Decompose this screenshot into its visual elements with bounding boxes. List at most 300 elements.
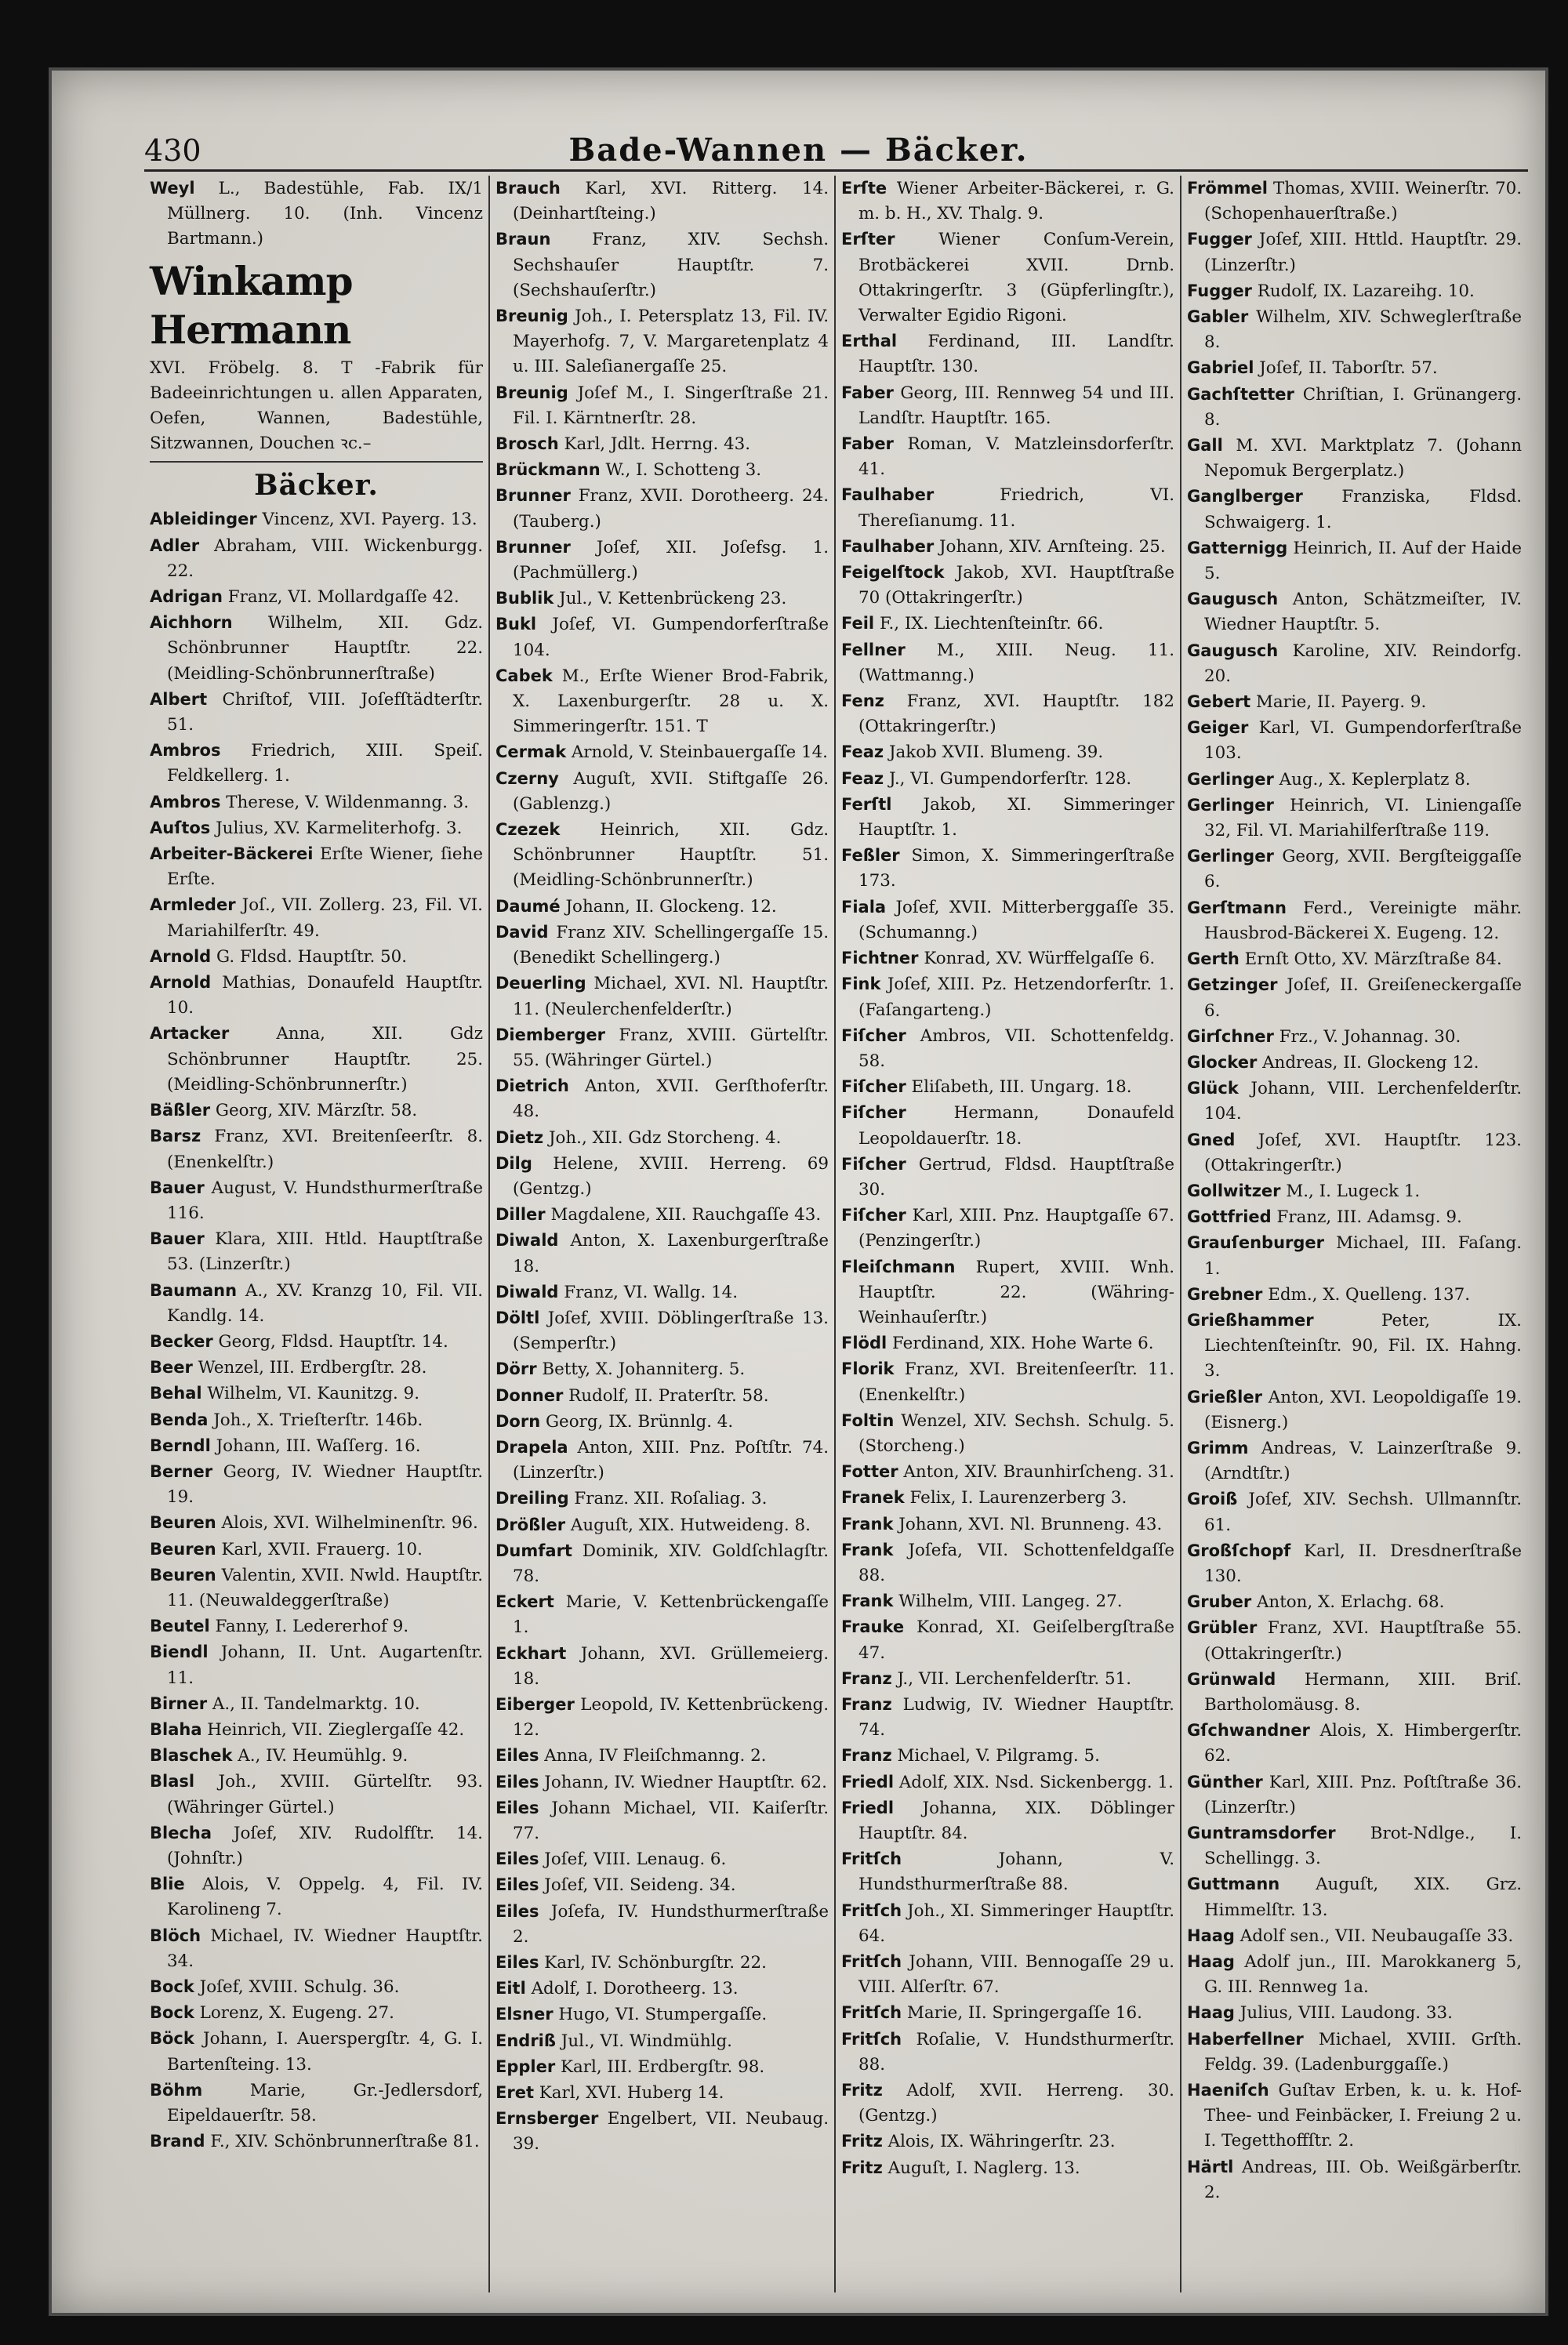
entry-name: Elsner xyxy=(495,2005,554,2024)
entry-name: Franz xyxy=(841,1746,892,1766)
entry-name: Blie xyxy=(150,1875,185,1894)
entry-name: Florik xyxy=(841,1359,895,1379)
directory-entry: Adrigan Franz, VI. Mollardgaſſe 42. xyxy=(150,587,459,608)
directory-entry: Breunig Joſef M., I. Singerſtraße 21. Fil. I. Kärntnerſtr. 28. xyxy=(495,383,829,428)
directory-entry: Gned Joſef, XVI. Hauptſtr. 123. (Ottakringerſtr.) xyxy=(1187,1130,1522,1175)
entry-name: Diemberger xyxy=(495,1025,606,1044)
entry-name: Frank xyxy=(841,1592,894,1611)
entry-name: Fiſcher xyxy=(841,1103,906,1123)
directory-entry: Elsner Hugo, VI. Stumpergaſſe. xyxy=(495,2005,768,2025)
directory-entry: Albert Chriſtof, VIII. Joſefſtädterſtr. 51. xyxy=(150,689,483,735)
entry-name: Eiles xyxy=(495,1850,539,1869)
directory-column-4 xyxy=(1181,176,1527,2292)
directory-entry: Fiala Joſef, XVII. Mitterberggaſſe 35. (Schumanng.) xyxy=(841,897,1174,942)
directory-entry: Faber Roman, V. Matzleinsdorferſtr. 41. xyxy=(841,434,1174,480)
directory-entry: Fiſcher Ambros, VII. Schottenfeldg. 58. xyxy=(841,1025,1174,1071)
entry-name: Eiles xyxy=(495,1772,539,1791)
directory-entry: Feigelſtock Jakob, XVI. Hauptſtraße 70 (Ottakringerſtr.) xyxy=(841,563,1174,608)
directory-entry: Gerlinger Aug., X. Keplerplatz 8. xyxy=(1187,769,1471,790)
directory-entry: Eiles Joſef, VIII. Lenaug. 6. xyxy=(495,1850,727,1870)
directory-entry: Cermak Arnold, V. Steinbauergaſſe 14. xyxy=(495,742,828,763)
entry-name: Fritz xyxy=(841,2081,883,2100)
entry-name: Weyl xyxy=(150,179,195,198)
entry-name: Grießler xyxy=(1187,1387,1262,1407)
directory-entry: Biendl Johann, II. Unt. Augartenſtr. 11. xyxy=(150,1643,483,1688)
entry-name: Bauer xyxy=(150,1178,205,1197)
directory-entry: Franz Michael, V. Pilgramg. 5. xyxy=(841,1746,1100,1766)
entry-name: Fenz xyxy=(841,692,884,711)
entry-name: Haag xyxy=(1187,2003,1235,2023)
entry-name: Cermak xyxy=(495,742,567,762)
column-entries xyxy=(841,176,1174,2181)
directory-entry: Arbeiter-Bäckerei Erſte Wiener, ſiehe Erſte. xyxy=(150,844,483,890)
entry-name: Becker xyxy=(150,1331,213,1351)
entry-name: Grünwald xyxy=(1187,1669,1276,1689)
entry-name: Haberfellner xyxy=(1187,2029,1304,2049)
entry-name: Härtl xyxy=(1187,2157,1234,2176)
directory-entry: Glück Johann, VIII. Lerchenfelderſtr. 104. xyxy=(1187,1079,1522,1124)
directory-entry: Gruber Anton, X. Erlachg. 68. xyxy=(1187,1592,1445,1613)
directory-entry: Guttmann Auguſt, XIX. Grz. Himmelſtr. 13. xyxy=(1187,1875,1522,1920)
directory-entry: Gerth Ernſt Otto, XV. Märzſtraße 84. xyxy=(1187,949,1502,970)
entry-name: Eckert xyxy=(495,1592,554,1612)
directory-entry: Auſtos Julius, XV. Karmeliterhofg. 3. xyxy=(150,818,463,838)
directory-entry: Haberfellner Michael, XVIII. Grſth. Feldg. 39. (Ladenburggaſſe.) xyxy=(1187,2029,1522,2075)
entry-name: Bock xyxy=(150,2003,194,2023)
entry-name: Ambros xyxy=(150,792,221,811)
entry-name: Barsz xyxy=(150,1127,201,1146)
entry-name: Drößler xyxy=(495,1515,566,1534)
directory-entry: Czezek Heinrich, XII. Gdz. Schönbrunner Hauptſtr. 51. (Meidling-Schönbrunnerſtr.) xyxy=(495,820,829,891)
entry-name: Frauke xyxy=(841,1617,905,1637)
entry-name: Böhm xyxy=(150,2080,203,2100)
entry-name: Franek xyxy=(841,1488,905,1508)
directory-entry: Bukl Joſef, VI. Gumpendorferſtraße 104. xyxy=(495,615,829,660)
entry-name: Gruber xyxy=(1187,1592,1252,1612)
directory-entry: Beer Wenzel, III. Erdbergſtr. 28. xyxy=(150,1358,427,1378)
entry-name: Beuren xyxy=(150,1565,216,1585)
directory-entry: Beuren Karl, XVII. Frauerg. 10. xyxy=(150,1539,423,1559)
entry-name: Berner xyxy=(150,1461,213,1481)
entry-name: Eiles xyxy=(495,1901,539,1921)
entry-name: Fritſch xyxy=(841,2003,902,2023)
directory-entry: Breunig Joh., I. Petersplatz 13, Fil. IV. Mayerhofg. 7, V. Margaretenplatz 4 u. III. Saleſianergaſſe 25. xyxy=(495,307,829,377)
entry-name: Braun xyxy=(495,230,551,249)
directory-entry: Gerſtmann Ferd., Vereinigte mähr. Hausbrod-Bäckerei X. Eugeng. 12. xyxy=(1187,898,1522,943)
directory-entry: Blaschek A., IV. Heumühlg. 9. xyxy=(150,1746,408,1766)
directory-entry: Eitl Adolf, I. Dorotheerg. 13. xyxy=(495,1979,739,1999)
directory-entry: Fiſcher Eliſabeth, III. Ungarg. 18. xyxy=(841,1077,1132,1098)
directory-entry: Berndl Johann, III. Waſſerg. 16. xyxy=(150,1436,421,1456)
directory-entry: Artacker Anna, XII. Gdz Schönbrunner Hauptſtr. 25. (Meidling-Schönbrunnerſtr.) xyxy=(150,1024,483,1094)
directory-entry: Faulhaber Johann, XIV. Arnſteing. 25. xyxy=(841,536,1166,557)
entry-name: Bublik xyxy=(495,589,554,608)
entry-name: Grübler xyxy=(1187,1618,1258,1638)
directory-entry: Friedl Johanna, XIX. Döblinger Hauptſtr. 84. xyxy=(841,1798,1174,1843)
advertisement-rule xyxy=(150,461,483,463)
entry-name: Gerth xyxy=(1187,949,1240,969)
entry-name: Haag xyxy=(1187,1952,1235,1972)
directory-entry: Frank Johann, XVI. Nl. Brunneng. 43. xyxy=(841,1514,1163,1534)
entry-name: Gabler xyxy=(1187,307,1249,327)
entry-name: Gerlinger xyxy=(1187,795,1274,815)
directory-entry: Beuren Alois, XVI. Wilhelminenſtr. 96. xyxy=(150,1513,478,1534)
directory-column-2 xyxy=(490,176,836,2292)
directory-entry: Dreiling Franz. XII. Roſaliag. 3. xyxy=(495,1489,768,1509)
directory-entry: Eret Karl, XVI. Huberg 14. xyxy=(495,2083,724,2104)
entry-name: Fichtner xyxy=(841,949,919,968)
entry-name: Flödl xyxy=(841,1334,887,1353)
directory-entry: Flödl Ferdinand, XIX. Hohe Warte 6. xyxy=(841,1334,1154,1354)
directory-entry: Ganglberger Franziska, Fldsd. Schwaigerg. 1. xyxy=(1187,487,1522,532)
entry-name: Haag xyxy=(1187,1926,1235,1945)
entry-name: Adrigan xyxy=(150,587,223,607)
directory-entry: Gebert Marie, II. Payerg. 9. xyxy=(1187,692,1427,713)
directory-entry: Bäßler Georg, XIV. Märzſtr. 58. xyxy=(150,1101,418,1121)
directory-entry: Dorn Georg, IX. Brünnlg. 4. xyxy=(495,1411,734,1432)
page-number: 430 xyxy=(144,133,201,168)
entry-name: Diwald xyxy=(495,1282,559,1301)
section-heading: Bäcker. xyxy=(254,469,379,503)
directory-entry: Fink Joſef, XIII. Pz. Hetzendorferſtr. 1. (Faſangarteng.) xyxy=(841,975,1174,1020)
entry-name: Fink xyxy=(841,975,881,994)
entry-name: Eret xyxy=(495,2083,534,2103)
entry-name: Frank xyxy=(841,1540,894,1559)
directory-entry: Günther Karl, XIII. Pnz. Poſtſtraße 36. (Linzerſtr.) xyxy=(1187,1772,1522,1817)
entry-name: Erſter xyxy=(841,230,895,249)
entry-name: Gerſtmann xyxy=(1187,898,1287,917)
entry-name: Gebert xyxy=(1187,692,1251,712)
directory-entry: Florik Franz, XVI. Breitenſeerſtr. 11. (Enenkelſtr.) xyxy=(841,1359,1174,1405)
entry-name: Brunner xyxy=(495,537,571,557)
directory-entry: Aichhorn Wilhelm, XII. Gdz. Schönbrunner Hauptſtr. 22. (Meidling-Schönbrunnerſtraße) xyxy=(150,613,483,684)
directory-entry: Grießler Anton, XVI. Leopoldigaſſe 19. (Eisnerg.) xyxy=(1187,1387,1522,1432)
entry-name: Dietz xyxy=(495,1127,544,1147)
directory-entry: Becker Georg, Fldsd. Hauptſtr. 14. xyxy=(150,1331,448,1352)
directory-entry: Erſte Wiener Arbeiter-Bäckerei, r. G. m. b. H., XV. Thalg. 9. xyxy=(841,179,1174,224)
entry-name: Haeniſch xyxy=(1187,2081,1269,2100)
directory-entry: Gaugusch Karoline, XIV. Reindorfg. 20. xyxy=(1187,641,1522,686)
directory-entry: Franz Ludwig, IV. Wiedner Hauptſtr. 74. xyxy=(841,1694,1174,1741)
directory-columns xyxy=(144,176,1528,2292)
directory-entry: Frank Joſefa, VII. Schottenfeldgaſſe 88. xyxy=(841,1540,1174,1585)
directory-entry: Deuerling Michael, XVI. Nl. Hauptſtr. 11. (Neulerchenfelderſtr.) xyxy=(495,974,829,1019)
entry-name: Blaha xyxy=(150,1719,202,1739)
directory-entry: Bublik Jul., V. Kettenbrückeng 23. xyxy=(495,589,787,609)
entry-name: Blecha xyxy=(150,1823,212,1842)
entry-name: Gatternigg xyxy=(1187,538,1288,557)
directory-entry: Gabriel Joſef, II. Taborſtr. 57. xyxy=(1187,358,1438,379)
entry-name: Albert xyxy=(150,689,208,709)
directory-entry: Gaugusch Anton, Schätzmeiſter, IV. Wiedner Hauptſtr. 5. xyxy=(1187,590,1522,635)
entry-name: Fugger xyxy=(1187,230,1252,249)
entry-name: Gall xyxy=(1187,436,1223,456)
entry-name: Fritſch xyxy=(841,1900,902,1920)
directory-entry: Fiſcher Hermann, Donaufeld Leopoldauerſtr. 18. xyxy=(841,1103,1174,1149)
running-title: Bade-Wannen — Bäcker. xyxy=(568,132,1029,169)
entry-name: Feigelſtock xyxy=(841,563,945,583)
entry-name: Eiles xyxy=(495,1798,539,1817)
entry-name: Adler xyxy=(150,535,200,555)
directory-column-1 xyxy=(144,176,490,2292)
directory-entry: Frank Wilhelm, VIII. Langeg. 27. xyxy=(841,1592,1123,1612)
directory-entry: Feaz J., VI. Gumpendorferſtr. 128. xyxy=(841,768,1132,789)
directory-entry: Blecha Joſef, XIV. Rudolfſtr. 14. (Johnſtr.) xyxy=(150,1823,483,1868)
entry-name: Ganglberger xyxy=(1187,487,1303,506)
directory-entry: Dörr Betty, X. Johanniterg. 5. xyxy=(495,1359,746,1380)
advertisement-text: XVI. Fröbelg. 8. T -Fabrik für Badeeinrichtungen u. allen Apparaten, Oefen, Wannen, Badestühle, Sitzwannen, Douchen ꝛc.– xyxy=(150,358,483,454)
directory-entry: Donner Rudolf, II. Praterſtr. 58. xyxy=(495,1385,769,1406)
entry-name: Beutel xyxy=(150,1617,210,1636)
directory-entry: Geiger Karl, VI. Gumpendorferſtraße 103. xyxy=(1187,718,1522,764)
directory-entry: Feaz Jakob XVII. Blumeng. 39. xyxy=(841,742,1104,763)
entry-name: Guntramsdorfer xyxy=(1187,1824,1336,1842)
entry-name: Arnold xyxy=(150,973,212,993)
entry-name: Dreiling xyxy=(495,1489,569,1508)
directory-entry: Girſchner Frz., V. Johannag. 30. xyxy=(1187,1026,1461,1047)
directory-entry: Fritz Alois, IX. Währingerſtr. 23. xyxy=(841,2132,1116,2152)
directory-entry: Dietz Joh., XII. Gdz Storcheng. 4. xyxy=(495,1127,782,1148)
directory-entry: Behal Wilhelm, VI. Kaunitzg. 9. xyxy=(150,1384,420,1404)
directory-entry: Fichtner Konrad, XV. Würffelgaſſe 6. xyxy=(841,949,1156,969)
entry-name: Günther xyxy=(1187,1772,1263,1791)
directory-entry: Arnold G. Fldsd. Hauptſtr. 50. xyxy=(150,946,408,967)
entry-name: Blaschek xyxy=(150,1746,233,1766)
directory-entry: Fritſch Johann, V. Hundsthurmerſtraße 88. xyxy=(841,1850,1174,1895)
entry-name: Grimm xyxy=(1187,1438,1249,1457)
entry-name: Eitl xyxy=(495,1979,526,1998)
entry-name: Feil xyxy=(841,614,875,633)
entry-name: Fritz xyxy=(841,2132,883,2151)
directory-entry: Beutel Fanny, I. Ledererhof 9. xyxy=(150,1617,409,1637)
directory-entry: Fugger Rudolf, IX. Lazareihg. 10. xyxy=(1187,281,1475,301)
entry-name: Groiß xyxy=(1187,1490,1238,1509)
directory-entry: Brunner Franz, XVII. Dorotheerg. 24. (Tauberg.) xyxy=(495,486,829,532)
entry-name: Deuerling xyxy=(495,974,586,993)
entry-name: Behal xyxy=(150,1384,202,1403)
entry-name: Breunig xyxy=(495,307,568,326)
directory-entry: Grauſenburger Michael, III. Faſang. 1. xyxy=(1187,1233,1522,1279)
entry-name: Fiſcher xyxy=(841,1206,906,1225)
directory-entry: Eppler Karl, III. Erdbergſtr. 98. xyxy=(495,2056,765,2077)
directory-entry: David Franz XIV. Schellingergaſſe 15. (Benedikt Schellingerg.) xyxy=(495,922,829,968)
entry-name: Fugger xyxy=(1187,281,1252,300)
directory-entry: Diller Magdalene, XII. Rauchgaſſe 43. xyxy=(495,1205,822,1225)
directory-entry: Böhm Marie, Gr.-Jedlersdorf, Eipeldauerſtr. 58. xyxy=(150,2080,483,2126)
directory-entry: Birner A., II. Tandelmarktg. 10. xyxy=(150,1693,420,1714)
directory-entry: Ableidinger Vincenz, XVI. Payerg. 13. xyxy=(150,510,477,530)
directory-entry: Blasl Joh., XVIII. Gürtelſtr. 93. (Währinger Gürtel.) xyxy=(150,1772,483,1817)
directory-entry: Erſter Wiener Conſum-Verein, Brotbäckerei XVII. Drnb. Ottakringerſtr. 3 (Güpferlingſtr.), Verwalter Egidio Rigoni. xyxy=(841,230,1174,326)
entry-name: Fotter xyxy=(841,1462,898,1482)
entry-name: Dilg xyxy=(495,1153,532,1173)
column-entries xyxy=(1187,176,1522,2205)
directory-entry: Groiß Joſef, XIV. Sechsh. Ullmannſtr. 61. xyxy=(1187,1490,1522,1535)
entry-name: Brückmann xyxy=(495,460,601,480)
directory-column-3 xyxy=(836,176,1181,2292)
entry-name: Gerlinger xyxy=(1187,847,1274,866)
entry-name: Gned xyxy=(1187,1130,1236,1149)
entry-name: Faulhaber xyxy=(841,485,935,505)
entry-name: Feßler xyxy=(841,846,900,866)
entry-name: Blasl xyxy=(150,1772,195,1791)
entry-name: Grebner xyxy=(1187,1284,1263,1304)
directory-entry: Fiſcher Gertrud, Fldsd. Hauptſtraße 30. xyxy=(841,1154,1174,1200)
entry-name: Blöch xyxy=(150,1926,201,1945)
entry-name: Armleder xyxy=(150,895,236,915)
entry-name: Glocker xyxy=(1187,1052,1258,1072)
entry-name: Franz xyxy=(841,1668,892,1688)
entry-name: Gollwitzer xyxy=(1187,1181,1281,1200)
entry-name: Gerlinger xyxy=(1187,769,1274,789)
directory-entry: Drößler Auguſt, XIX. Hutweideng. 8. xyxy=(495,1515,811,1535)
directory-entry: Eiles Karl, IV. Schönburgſtr. 22. xyxy=(495,1953,767,1973)
entry-name: Fiala xyxy=(841,897,887,917)
directory-entry: Dietrich Anton, XVII. Gerſthoferſtr. 48. xyxy=(495,1076,829,1122)
entry-name: Dörr xyxy=(495,1359,537,1379)
directory-entry: Baumann A., XV. Kranzg 10, Fil. VII. Kandlg. 14. xyxy=(150,1280,483,1326)
directory-entry: Czerny Auguſt, XVII. Stiftgaſſe 26. (Gablenzg.) xyxy=(495,768,829,814)
entry-name: Donner xyxy=(495,1385,564,1405)
directory-entry: Fritz Adolf, XVII. Herreng. 30. (Gentzg.) xyxy=(841,2081,1174,2126)
directory-entry: Großſchopf Karl, II. Dresdnerſtraße 130. xyxy=(1187,1541,1522,1586)
entry-name: Bock xyxy=(150,1977,194,1996)
directory-entry: Gatternigg Heinrich, II. Auf der Haide 5. xyxy=(1187,538,1522,584)
directory-entry: Brunner Joſef, XII. Joſefsg. 1. (Pachmüllerg.) xyxy=(495,537,829,583)
directory-entry: Frömmel Thomas, XVIII. Weinerſtr. 70. (Schopenhauerſtraße.) xyxy=(1187,179,1522,224)
directory-entry: Eckert Marie, V. Kettenbrückengaſſe 1. xyxy=(495,1592,829,1638)
entry-name: Cabek xyxy=(495,666,553,685)
directory-entry: Glocker Andreas, II. Glockeng 12. xyxy=(1187,1052,1479,1073)
entry-name: Baumann xyxy=(150,1280,238,1300)
directory-entry: Fiſcher Karl, XIII. Pnz. Hauptgaſſe 67. (Penzingerſtr.) xyxy=(841,1206,1174,1251)
directory-entry: Berner Georg, IV. Wiedner Hauptſtr. 19. xyxy=(150,1461,483,1508)
entry-name: Faber xyxy=(841,383,894,402)
entry-name: Eiles xyxy=(495,1746,539,1766)
directory-entry: Endriß Jul., VI. Windmühlg. xyxy=(495,2031,732,2051)
directory-entry: Grebner Edm., X. Quelleng. 137. xyxy=(1187,1284,1471,1305)
directory-entry: Friedl Adolf, XIX. Nsd. Sickenbergg. 1. xyxy=(841,1772,1174,1792)
entry-name: Gabriel xyxy=(1187,358,1254,378)
entry-name: Czerny xyxy=(495,768,559,788)
entry-name: Döltl xyxy=(495,1308,540,1327)
entry-name: Getzinger xyxy=(1187,975,1278,995)
directory-entry: Fritſch Joh., XI. Simmeringer Hauptſtr. 64. xyxy=(841,1900,1174,1946)
directory-entry: Diemberger Franz, XVIII. Gürtelſtr. 55. (Währinger Gürtel.) xyxy=(495,1025,829,1070)
directory-entry: Bauer August, V. Hundsthurmerſtraße 116. xyxy=(150,1178,483,1223)
entry-name: Fritſch xyxy=(841,1952,902,1972)
entry-name: Endriß xyxy=(495,2031,556,2050)
directory-entry: Grübler Franz, XVI. Hauptſtraße 55. (Ottakringerſtr.) xyxy=(1187,1618,1522,1664)
entry-name: Fiſcher xyxy=(841,1154,906,1174)
directory-entry: Adler Abraham, VIII. Wickenburgg. 22. xyxy=(150,535,483,581)
directory-entry: Bauer Klara, XIII. Htld. Hauptſtraße 53. (Linzerſtr.) xyxy=(150,1229,483,1275)
directory-entry: Eiles Anna, IV Fleiſchmanng. 2. xyxy=(495,1746,767,1766)
directory-entry: Erthal Ferdinand, III. Landſtr. Hauptſtr. 130. xyxy=(841,332,1174,377)
entry-name: Eckhart xyxy=(495,1643,567,1663)
directory-entry: Franz J., VII. Lerchenfelderſtr. 51. xyxy=(841,1668,1132,1689)
directory-entry: Gachſtetter Chriſtian, I. Grünangerg. 8. xyxy=(1187,384,1522,430)
entry-name: Girſchner xyxy=(1187,1026,1274,1046)
entry-name: Birner xyxy=(150,1693,208,1713)
directory-entry: Blöch Michael, IV. Wiedner Hauptſtr. 34. xyxy=(150,1926,483,1971)
entry-name: Diller xyxy=(495,1205,546,1225)
advertisement-name: Winkamp Hermann xyxy=(150,257,353,353)
entry-name: Arnold xyxy=(150,946,212,966)
directory-entry: Faulhaber Friedrich, VI. Thereſianumg. 11. xyxy=(841,485,1174,531)
directory-entry: Fritſch Johann, VIII. Bennogaſſe 29 u. VIII. Alſerſtr. 67. xyxy=(841,1952,1174,1998)
directory-entry: Gottfried Franz, III. Adamsg. 9. xyxy=(1187,1207,1462,1228)
directory-entry: Braun Franz, XIV. Sechsh. Sechshauſer Hauptſtr. 7. (Sechshauſerſtr.) xyxy=(495,230,829,300)
directory-entry: Haeniſch Guſtav Erben, k. u. k. Hof-Thee- und Feinbäcker, I. Freiung 2 u. I. Tegetthoffſtr. 2. xyxy=(1187,2081,1522,2151)
entry-name: Glück xyxy=(1187,1079,1239,1098)
entry-name: Eppler xyxy=(495,2056,556,2076)
entry-name: Brauch xyxy=(495,179,561,198)
entry-name: Eiles xyxy=(495,1953,539,1973)
entry-name: Gottfried xyxy=(1187,1207,1272,1227)
directory-entry-weyl: Weyl L., Badestühle, Fab. IX/1 Müllnerg. 10. (Inh. Vincenz Bartmann.) xyxy=(150,179,483,249)
directory-entry: Fleiſchmann Rupert, XVIII. Wnh. Hauptſtr. 22. (Währing-Weinhauſerſtr.) xyxy=(841,1257,1174,1327)
entry-name: Bauer xyxy=(150,1229,205,1249)
directory-entry: Barsz Franz, XVI. Breitenſeerſtr. 8. (Enenkelſtr.) xyxy=(150,1127,483,1172)
directory-entry: Feßler Simon, X. Simmeringerſtraße 173. xyxy=(841,846,1174,891)
entry-name: Diwald xyxy=(495,1231,559,1251)
directory-entry: Gerlinger Heinrich, VI. Liniengaſſe 32, Fil. VI. Mariahilferſtraße 119. xyxy=(1187,795,1522,841)
entry-name: Gachſtetter xyxy=(1187,384,1294,404)
directory-entry: Haag Adolf jun., III. Marokkanerg 5, G. III. Rennweg 1a. xyxy=(1187,1952,1522,1998)
entry-name: Faber xyxy=(841,434,894,454)
directory-entry: Härtl Andreas, III. Ob. Weißgärberſtr. 2. xyxy=(1187,2157,1522,2202)
entry-name: Artacker xyxy=(150,1024,230,1044)
directory-entry: Getzinger Joſef, II. Greiſeneckergaſſe 6. xyxy=(1187,975,1522,1021)
entry-name: Ernsberger xyxy=(495,2109,599,2129)
entry-name: Grießhammer xyxy=(1187,1310,1314,1330)
directory-entry: Cabek M., Erſte Wiener Brod-Fabrik, X. Laxenburgerſtr. 28 u. X. Simmeringerſtr. 151. T xyxy=(495,666,829,737)
directory-entry: Gabler Wilhelm, XIV. Schweglerſtraße 8. xyxy=(1187,307,1522,353)
entry-name: Eiberger xyxy=(495,1694,575,1714)
directory-entry: Eiles Johann Michael, VII. Kaiſerſtr. 77. xyxy=(495,1798,829,1843)
directory-entry: Dilg Helene, XVIII. Herreng. 69 (Gentzg.) xyxy=(495,1153,829,1199)
directory-entry: Fellner M., XIII. Neug. 11. (Wattmanng.) xyxy=(841,640,1174,685)
directory-entry: Diwald Anton, X. Laxenburgerſtraße 18. xyxy=(495,1231,829,1276)
directory-entry: Eiles Joſef, VII. Seideng. 34. xyxy=(495,1875,736,1896)
directory-entry: Franek Felix, I. Laurenzerberg 3. xyxy=(841,1488,1127,1508)
entry-name: Frank xyxy=(841,1514,894,1534)
entry-name: Fritſch xyxy=(841,1850,902,1869)
entry-name: Daumé xyxy=(495,896,561,916)
directory-entry: Frauke Konrad, XI. Geiſelbergſtraße 47. xyxy=(841,1617,1174,1663)
directory-entry: Gall M. XVI. Marktplatz 7. (Johann Nepomuk Bergerplatz.) xyxy=(1187,436,1522,481)
entry-name: Czezek xyxy=(495,820,561,840)
entry-name: Bäßler xyxy=(150,1101,211,1120)
entry-name: Friedl xyxy=(841,1772,895,1791)
directory-entry: Brückmann W., I. Schotteng 3. xyxy=(495,460,761,481)
entry-name: Fellner xyxy=(841,640,906,659)
entry-name: Geiger xyxy=(1187,718,1249,738)
entry-name: Gſchwandner xyxy=(1187,1721,1310,1741)
entry-name: Aichhorn xyxy=(150,613,233,633)
directory-entry: Fritſch Marie, II. Springergaſſe 16. xyxy=(841,2003,1142,2024)
directory-entry: Eiles Joſefa, IV. Hundsthurmerſtraße 2. xyxy=(495,1901,829,1947)
directory-entry: Ferſtl Jakob, XI. Simmeringer Hauptſtr. 1. xyxy=(841,794,1174,840)
entry-name: Berndl xyxy=(150,1436,211,1455)
directory-entry: Fritſch Roſalie, V. Hundsthurmerſtr. 88. xyxy=(841,2029,1174,2075)
entry-name: Brosch xyxy=(495,434,559,454)
header-rule xyxy=(144,169,1528,172)
directory-entry: Drapela Anton, XIII. Pnz. Poſtſtr. 74. (Linzerſtr.) xyxy=(495,1437,829,1483)
entry-name: Beuren xyxy=(150,1539,216,1559)
entry-name: Breunig xyxy=(495,383,568,402)
